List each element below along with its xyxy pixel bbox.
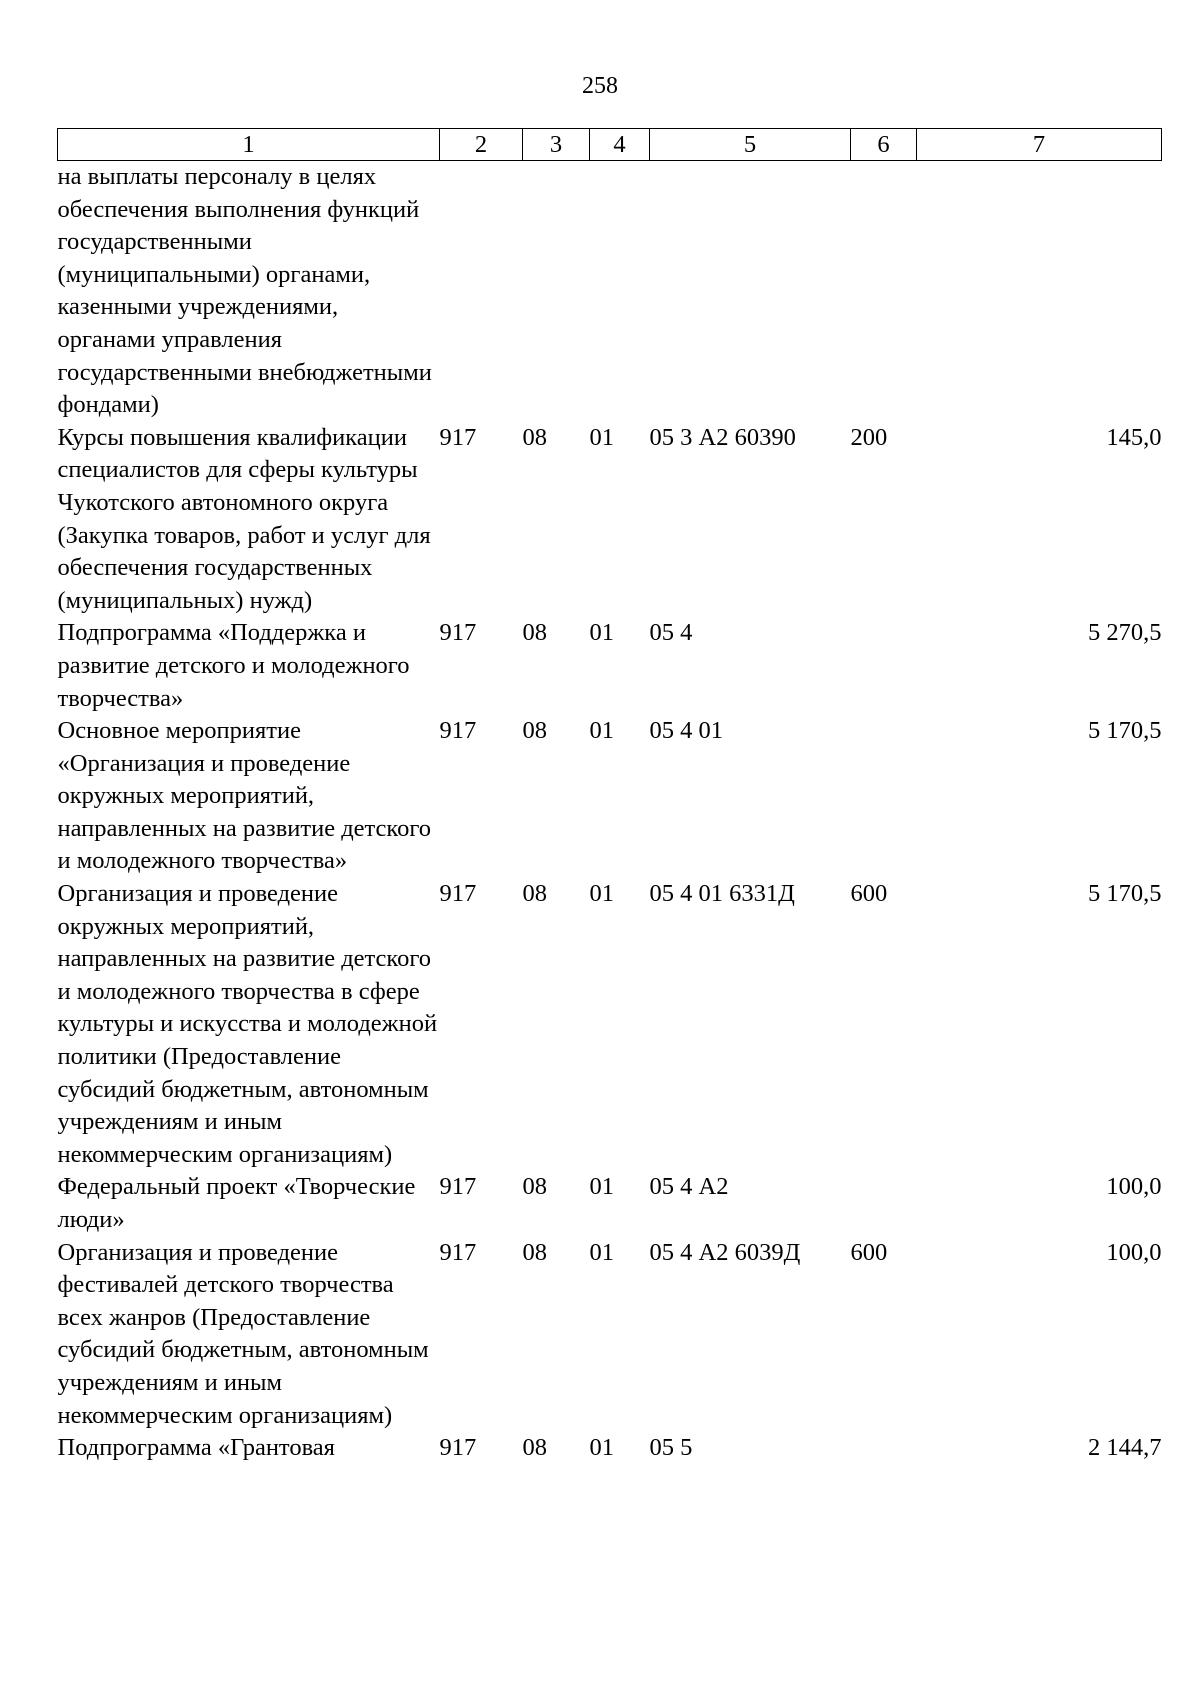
- row-expense-type: [851, 1171, 917, 1236]
- row-subsection: 01: [589, 1238, 614, 1266]
- table-row: [58, 1432, 1162, 1465]
- row-sum: [917, 161, 1162, 422]
- row-section: 08: [522, 1434, 547, 1462]
- row-grbs: [440, 161, 523, 422]
- row-expense-type: [851, 715, 917, 878]
- table-header: [58, 129, 1162, 161]
- budget-table: [57, 128, 1162, 1465]
- row-expense-type: 600: [850, 880, 888, 908]
- header-col-2: 2: [440, 129, 523, 161]
- page-number: 258: [582, 73, 618, 99]
- row-grbs: 917: [439, 1238, 477, 1266]
- row-section: 08: [522, 619, 547, 647]
- row-expense-type: [851, 617, 917, 715]
- row-target-article: 05 4 А2: [649, 1173, 729, 1201]
- row-subsection: 01: [589, 880, 614, 908]
- row-sum: 145,0: [1106, 423, 1162, 451]
- table-row: [58, 1171, 1162, 1236]
- header-row: [58, 129, 1162, 161]
- header-col-5: 5: [650, 129, 851, 161]
- row-name: Подпрограмма «Грантовая: [57, 1434, 335, 1462]
- row-target-article: 05 4: [649, 619, 693, 647]
- row-target-article: [650, 161, 851, 422]
- row-grbs: 917: [439, 619, 477, 647]
- row-sum: 5 170,5: [1088, 717, 1162, 745]
- row-subsection: 01: [589, 717, 614, 745]
- table-row: [58, 715, 1162, 878]
- row-expense-type: 600: [850, 1238, 888, 1266]
- row-section: 08: [522, 1173, 547, 1201]
- table-row: [58, 422, 1162, 618]
- row-target-article: 05 3 А2 60390: [649, 423, 796, 451]
- header-col-3: 3: [523, 129, 590, 161]
- row-section: 08: [522, 423, 547, 451]
- row-target-article: 05 5: [649, 1434, 693, 1462]
- row-section: 08: [522, 717, 547, 745]
- row-grbs: 917: [439, 1173, 477, 1201]
- row-expense-type: [851, 161, 917, 422]
- row-grbs: 917: [439, 880, 477, 908]
- row-sum: 5 270,5: [1088, 619, 1162, 647]
- header-col-1: 1: [58, 129, 440, 161]
- row-section: [523, 161, 590, 422]
- row-name: Подпрограмма «Поддержка и развитие детского и молодежного творчества»: [57, 619, 410, 712]
- row-subsection: [590, 161, 650, 422]
- row-target-article: 05 4 А2 6039Д: [649, 1238, 801, 1266]
- row-name: Федеральный проект «Творческие люди»: [57, 1173, 416, 1233]
- row-expense-type: [851, 1432, 917, 1465]
- row-name: Организация и проведение окружных мероприятий, направленных на развитие детского и молодежного творчества в сфере культуры и искусства и молодежной политики (Предоставление субсидий бюджетным, автономным учреждениям и иным некоммерческим организациям): [57, 880, 438, 1168]
- row-sum: 100,0: [1106, 1173, 1162, 1201]
- row-name: Организация и проведение фестивалей детского творчества всех жанров (Предоставление субсидий бюджетным, автономным учреждениям и иным некоммерческим организациям): [57, 1238, 429, 1429]
- row-grbs: 917: [439, 1434, 477, 1462]
- row-name: Основное мероприятие «Организация и проведение окружных мероприятий, направленных на развитие детского и молодежного творчества»: [57, 717, 432, 875]
- row-name: Курсы повышения квалификации специалистов для сферы культуры Чукотского автономного округа (Закупка товаров, работ и услуг для обеспечения государственных (муниципальных) нужд): [57, 423, 431, 614]
- header-col-4: 4: [590, 129, 650, 161]
- row-target-article: 05 4 01: [649, 717, 723, 745]
- header-col-7: 7: [917, 129, 1162, 161]
- row-target-article: 05 4 01 6331Д: [649, 880, 795, 908]
- row-expense-type: 200: [850, 423, 888, 451]
- row-section: 08: [522, 880, 547, 908]
- row-sum: 100,0: [1106, 1238, 1162, 1266]
- row-subsection: 01: [589, 423, 614, 451]
- table-row: [58, 1237, 1162, 1433]
- row-name: на выплаты персоналу в целях обеспечения выполнения функций государственными (муниципальными) органами, казенными учреждениями, органами управления государственными внебюджетными фондами): [57, 163, 432, 419]
- table-row: [58, 161, 1162, 422]
- row-subsection: 01: [589, 619, 614, 647]
- row-grbs: 917: [439, 717, 477, 745]
- row-section: 08: [522, 1238, 547, 1266]
- table-row: [58, 878, 1162, 1171]
- table-body: [58, 161, 1162, 1465]
- row-subsection: 01: [589, 1434, 614, 1462]
- row-grbs: 917: [439, 423, 477, 451]
- table-row: [58, 617, 1162, 715]
- row-sum: 2 144,7: [1088, 1434, 1162, 1462]
- row-sum: 5 170,5: [1088, 880, 1162, 908]
- row-subsection: 01: [589, 1173, 614, 1201]
- header-col-6: 6: [851, 129, 917, 161]
